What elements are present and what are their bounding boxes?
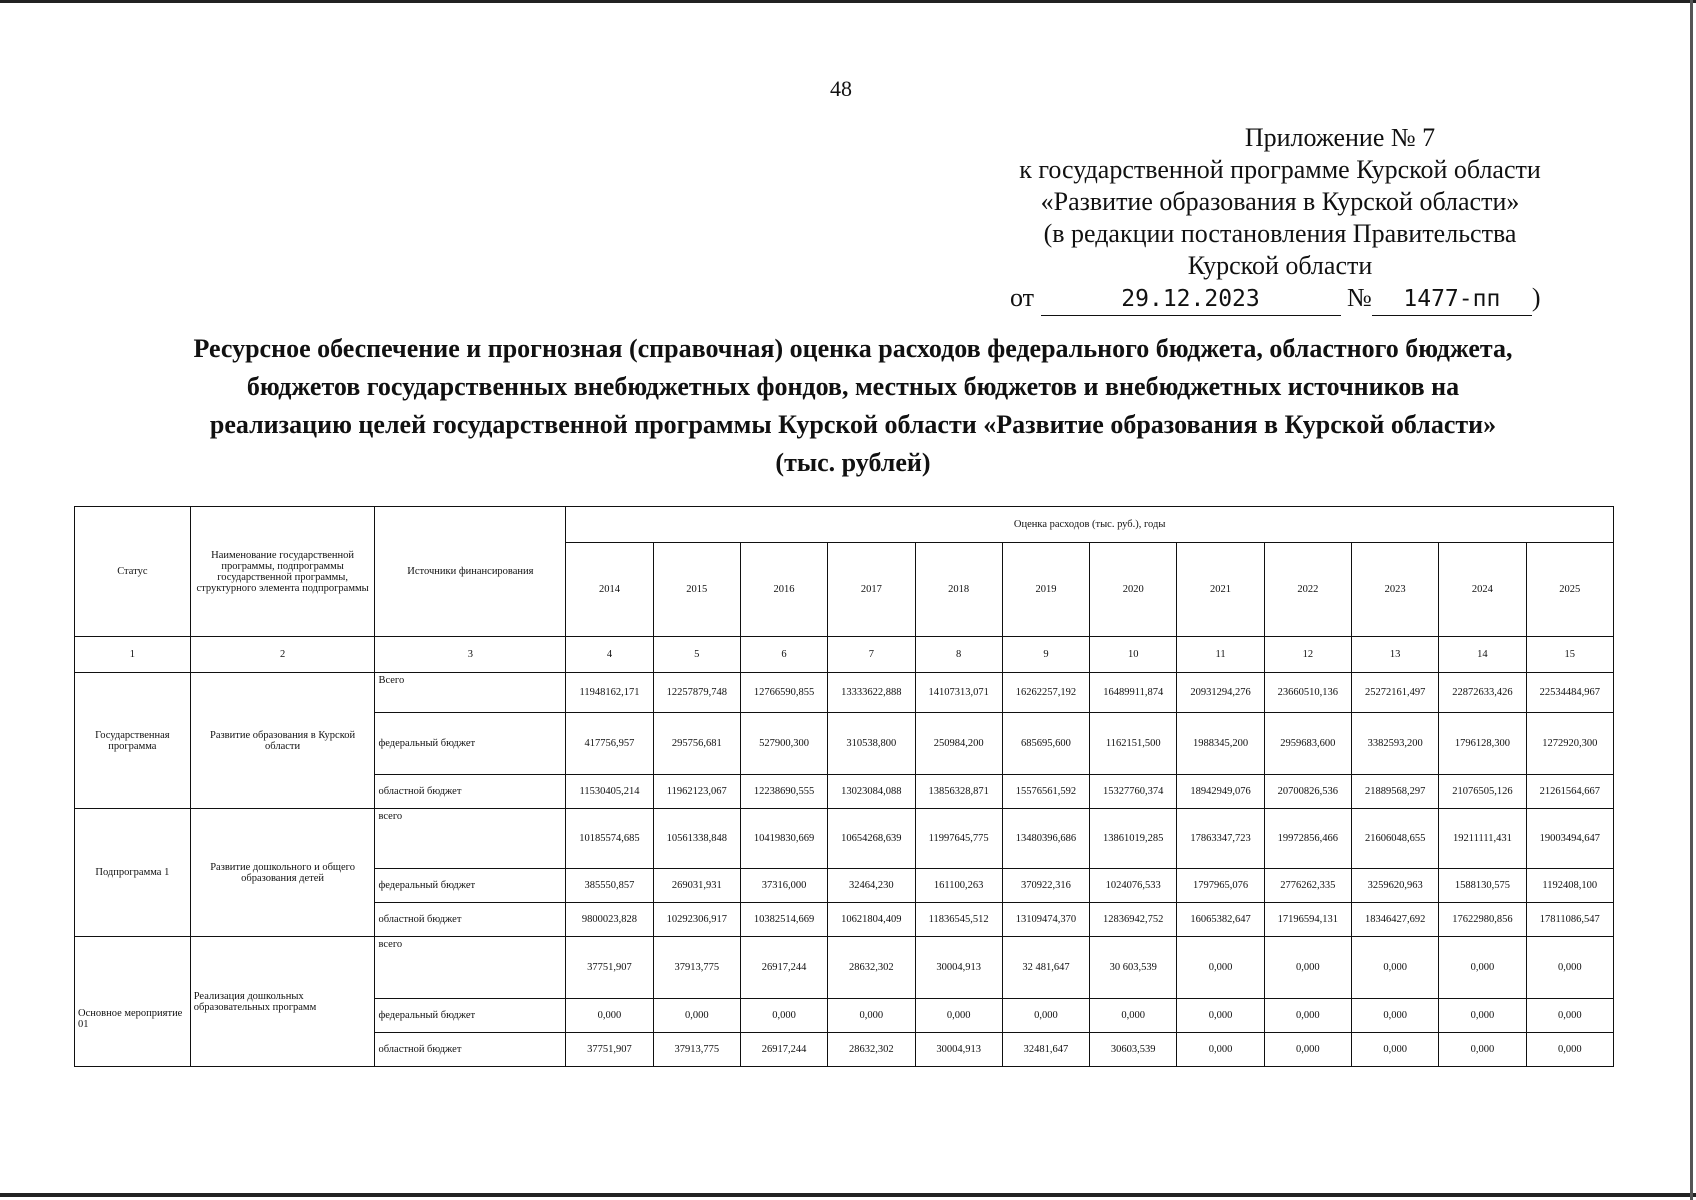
- funding-source-cell: федеральный бюджет: [375, 869, 566, 903]
- header-year: 2018: [915, 543, 1002, 637]
- value-cell: 17622980,856: [1439, 903, 1526, 937]
- value-cell: 10561338,848: [653, 809, 740, 869]
- value-cell: 23660510,136: [1264, 673, 1351, 713]
- value-cell: 0,000: [1177, 999, 1264, 1033]
- header-status: Статус: [75, 507, 191, 637]
- value-cell: 12238690,555: [740, 775, 827, 809]
- index-cell: 2: [190, 637, 375, 673]
- value-cell: 0,000: [1177, 937, 1264, 999]
- appendix-line: «Развитие образования в Курской области»: [1040, 187, 1520, 216]
- value-cell: 20931294,276: [1177, 673, 1264, 713]
- value-cell: 32481,647: [1002, 1033, 1089, 1067]
- number-label: №: [1347, 283, 1372, 312]
- value-cell: 16489911,874: [1090, 673, 1177, 713]
- header-year: 2016: [740, 543, 827, 637]
- value-cell: 19003494,647: [1526, 809, 1613, 869]
- header-year: 2021: [1177, 543, 1264, 637]
- value-cell: 30 603,539: [1090, 937, 1177, 999]
- value-cell: 3259620,963: [1351, 869, 1438, 903]
- funding-source-cell: областной бюджет: [375, 903, 566, 937]
- value-cell: 0,000: [1351, 937, 1438, 999]
- title-line: бюджетов государственных внебюджетных фондов, местных бюджетов и внебюджетных источников на: [246, 372, 1460, 401]
- index-cell: 12: [1264, 637, 1351, 673]
- index-cell: 9: [1002, 637, 1089, 673]
- index-cell: 6: [740, 637, 827, 673]
- index-cell: 8: [915, 637, 1002, 673]
- value-cell: 0,000: [1264, 999, 1351, 1033]
- header-year: 2020: [1090, 543, 1177, 637]
- value-cell: 0,000: [1526, 1033, 1613, 1067]
- value-cell: 26917,244: [740, 1033, 827, 1067]
- value-cell: 0,000: [1351, 1033, 1438, 1067]
- value-cell: 385550,857: [566, 869, 653, 903]
- header-year: 2025: [1526, 543, 1613, 637]
- status-cell: Подпрограмма 1: [75, 809, 191, 937]
- value-cell: 11997645,775: [915, 809, 1002, 869]
- budget-table: [74, 506, 1614, 1067]
- value-cell: 1162151,500: [1090, 713, 1177, 775]
- index-cell: 3: [375, 637, 566, 673]
- value-cell: 30603,539: [1090, 1033, 1177, 1067]
- value-cell: 19211111,431: [1439, 809, 1526, 869]
- value-cell: 0,000: [1264, 1033, 1351, 1067]
- header-year: 2015: [653, 543, 740, 637]
- header-estimate: Оценка расходов (тыс. руб.), годы: [566, 507, 1614, 543]
- value-cell: 13856328,871: [915, 775, 1002, 809]
- value-cell: 17811086,547: [1526, 903, 1613, 937]
- value-cell: 15576561,592: [1002, 775, 1089, 809]
- value-cell: 37913,775: [653, 1033, 740, 1067]
- value-cell: 32464,230: [828, 869, 915, 903]
- appendix-line: Приложение № 7: [1244, 123, 1436, 152]
- value-cell: 11836545,512: [915, 903, 1002, 937]
- value-cell: 10419830,669: [740, 809, 827, 869]
- index-cell: 13: [1351, 637, 1438, 673]
- value-cell: 0,000: [1526, 999, 1613, 1033]
- value-cell: 0,000: [566, 999, 653, 1033]
- value-cell: 1024076,533: [1090, 869, 1177, 903]
- value-cell: 0,000: [915, 999, 1002, 1033]
- value-cell: 19972856,466: [1264, 809, 1351, 869]
- value-cell: 310538,800: [828, 713, 915, 775]
- scan-border-bottom: [0, 1193, 1696, 1197]
- program-name-cell: Развитие дошкольного и общего образования детей: [190, 809, 375, 937]
- value-cell: 21606048,655: [1351, 809, 1438, 869]
- appendix-line: Курской области: [1187, 251, 1373, 280]
- value-cell: 0,000: [1526, 937, 1613, 999]
- appendix-header: [960, 122, 1600, 316]
- header-source: Источники финансирования: [375, 507, 566, 637]
- index-cell: 7: [828, 637, 915, 673]
- funding-source-cell: федеральный бюджет: [375, 713, 566, 775]
- index-cell: 1: [75, 637, 191, 673]
- value-cell: 17196594,131: [1264, 903, 1351, 937]
- value-cell: 30004,913: [915, 937, 1002, 999]
- value-cell: 9800023,828: [566, 903, 653, 937]
- header-year: 2023: [1351, 543, 1438, 637]
- funding-source-cell: всего: [375, 809, 566, 869]
- title-line: Ресурсное обеспечение и прогнозная (справочная) оценка расходов федерального бюджета, областного бюджета,: [193, 334, 1513, 363]
- value-cell: 10654268,639: [828, 809, 915, 869]
- value-cell: 37751,907: [566, 937, 653, 999]
- title-line: (тыс. рублей): [775, 448, 931, 477]
- value-cell: 11962123,067: [653, 775, 740, 809]
- appendix-line: к государственной программе Курской области: [1019, 155, 1541, 184]
- value-cell: 0,000: [1177, 1033, 1264, 1067]
- header-year: 2014: [566, 543, 653, 637]
- value-cell: 13023084,088: [828, 775, 915, 809]
- table-body: [75, 673, 1614, 1067]
- program-name-cell: Реализация дошкольных образовательных программ: [190, 937, 375, 1067]
- value-cell: 13480396,686: [1002, 809, 1089, 869]
- value-cell: 32 481,647: [1002, 937, 1089, 999]
- value-cell: 0,000: [1439, 999, 1526, 1033]
- index-cell: 10: [1090, 637, 1177, 673]
- value-cell: 22534484,967: [1526, 673, 1613, 713]
- appendix-line: (в редакции постановления Правительства: [1043, 219, 1517, 248]
- index-cell: 15: [1526, 637, 1613, 673]
- value-cell: 37913,775: [653, 937, 740, 999]
- value-cell: 295756,681: [653, 713, 740, 775]
- value-cell: 16065382,647: [1177, 903, 1264, 937]
- page-number: 48: [830, 76, 852, 101]
- value-cell: 13333622,888: [828, 673, 915, 713]
- scan-border-top: [0, 0, 1696, 3]
- funding-source-cell: областной бюджет: [375, 775, 566, 809]
- value-cell: 28632,302: [828, 937, 915, 999]
- title-line: реализацию целей государственной программы Курской области «Развитие образования в Курской области»: [209, 410, 1497, 439]
- value-cell: 417756,957: [566, 713, 653, 775]
- value-cell: 685695,600: [1002, 713, 1089, 775]
- value-cell: 37751,907: [566, 1033, 653, 1067]
- header-year: 2024: [1439, 543, 1526, 637]
- index-cell: 14: [1439, 637, 1526, 673]
- value-cell: 1192408,100: [1526, 869, 1613, 903]
- value-cell: 21889568,297: [1351, 775, 1438, 809]
- value-cell: 0,000: [828, 999, 915, 1033]
- value-cell: 1796128,300: [1439, 713, 1526, 775]
- value-cell: 14107313,071: [915, 673, 1002, 713]
- value-cell: 12766590,855: [740, 673, 827, 713]
- value-cell: 0,000: [1439, 937, 1526, 999]
- funding-source-cell: Всего: [375, 673, 566, 713]
- value-cell: 28632,302: [828, 1033, 915, 1067]
- header-name: Наименование государственной программы, подпрограммы государственной программы, структурного элемента подпрограммы: [190, 507, 375, 637]
- value-cell: 37316,000: [740, 869, 827, 903]
- decree-date: 29.12.2023: [1041, 283, 1341, 316]
- value-cell: 11530405,214: [566, 775, 653, 809]
- value-cell: 13109474,370: [1002, 903, 1089, 937]
- table-row: [75, 673, 1614, 713]
- value-cell: 1588130,575: [1439, 869, 1526, 903]
- value-cell: 0,000: [1090, 999, 1177, 1033]
- value-cell: 0,000: [653, 999, 740, 1033]
- from-label: от: [1010, 283, 1035, 312]
- value-cell: 0,000: [740, 999, 827, 1033]
- document-title: [120, 330, 1586, 482]
- value-cell: 0,000: [1439, 1033, 1526, 1067]
- value-cell: 2959683,600: [1264, 713, 1351, 775]
- value-cell: 25272161,497: [1351, 673, 1438, 713]
- value-cell: 16262257,192: [1002, 673, 1089, 713]
- value-cell: 20700826,536: [1264, 775, 1351, 809]
- value-cell: 2776262,335: [1264, 869, 1351, 903]
- close-paren: ): [1531, 283, 1541, 312]
- value-cell: 18346427,692: [1351, 903, 1438, 937]
- header-year: 2019: [1002, 543, 1089, 637]
- value-cell: 22872633,426: [1439, 673, 1526, 713]
- value-cell: 12257879,748: [653, 673, 740, 713]
- funding-source-cell: областной бюджет: [375, 1033, 566, 1067]
- value-cell: 18942949,076: [1177, 775, 1264, 809]
- value-cell: 15327760,374: [1090, 775, 1177, 809]
- value-cell: 17863347,723: [1177, 809, 1264, 869]
- value-cell: 1988345,200: [1177, 713, 1264, 775]
- index-cell: 11: [1177, 637, 1264, 673]
- header-year: 2017: [828, 543, 915, 637]
- value-cell: 12836942,752: [1090, 903, 1177, 937]
- value-cell: 0,000: [1264, 937, 1351, 999]
- value-cell: 1797965,076: [1177, 869, 1264, 903]
- funding-source-cell: федеральный бюджет: [375, 999, 566, 1033]
- value-cell: 13861019,285: [1090, 809, 1177, 869]
- funding-source-cell: всего: [375, 937, 566, 999]
- table-row: [75, 937, 1614, 999]
- value-cell: 161100,263: [915, 869, 1002, 903]
- decree-number: 1477-пп: [1372, 283, 1532, 316]
- value-cell: 3382593,200: [1351, 713, 1438, 775]
- value-cell: 21261564,667: [1526, 775, 1613, 809]
- value-cell: 269031,931: [653, 869, 740, 903]
- value-cell: 0,000: [1351, 999, 1438, 1033]
- value-cell: 370922,316: [1002, 869, 1089, 903]
- value-cell: 250984,200: [915, 713, 1002, 775]
- index-cell: 4: [566, 637, 653, 673]
- value-cell: 1272920,300: [1526, 713, 1613, 775]
- program-name-cell: Развитие образования в Курской области: [190, 673, 375, 809]
- status-cell: Государственная программа: [75, 673, 191, 809]
- value-cell: 10621804,409: [828, 903, 915, 937]
- status-cell: Основное мероприятие 01: [75, 937, 191, 1067]
- header-year: 2022: [1264, 543, 1351, 637]
- value-cell: 10292306,917: [653, 903, 740, 937]
- value-cell: 10382514,669: [740, 903, 827, 937]
- value-cell: 26917,244: [740, 937, 827, 999]
- value-cell: 10185574,685: [566, 809, 653, 869]
- scan-border-right: [1690, 0, 1693, 1200]
- value-cell: 11948162,171: [566, 673, 653, 713]
- index-row: [75, 637, 1614, 673]
- table-row: [75, 809, 1614, 869]
- value-cell: 30004,913: [915, 1033, 1002, 1067]
- value-cell: 527900,300: [740, 713, 827, 775]
- value-cell: 21076505,126: [1439, 775, 1526, 809]
- decree-reference: [960, 282, 1600, 316]
- value-cell: 0,000: [1002, 999, 1089, 1033]
- index-cell: 5: [653, 637, 740, 673]
